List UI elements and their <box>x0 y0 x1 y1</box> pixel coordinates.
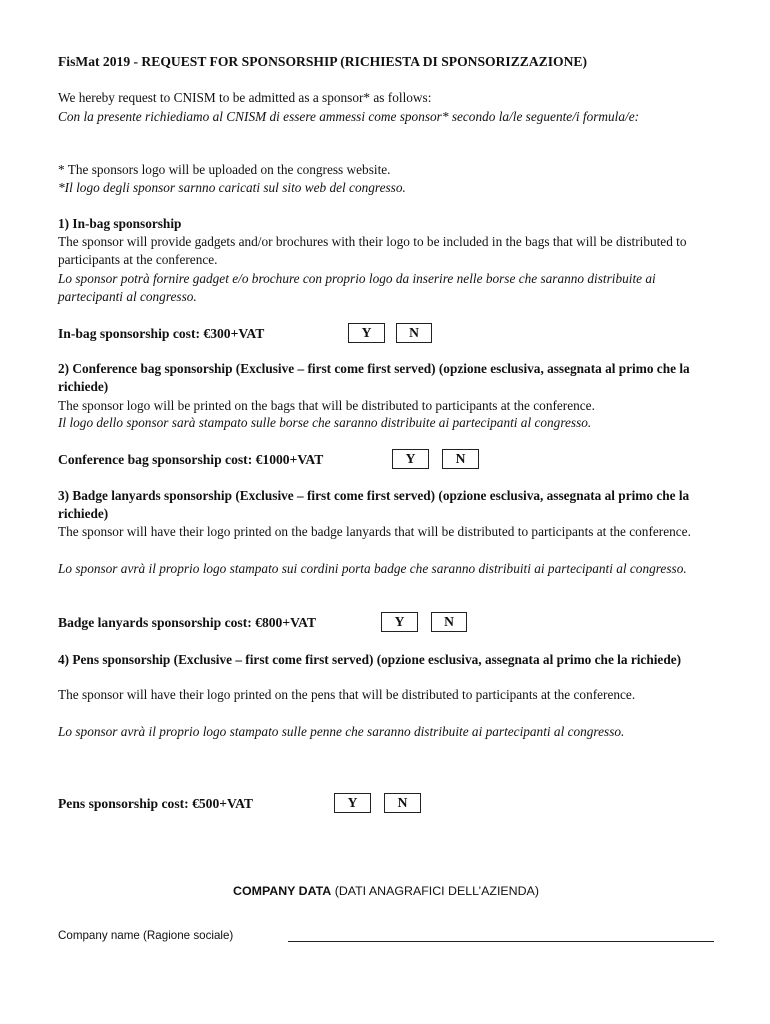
section-1-desc-it: Lo sponsor potrà fornire gadget e/o brochure con proprio logo da inserire nelle borse che saranno distribuite ai partecipanti al congresso. <box>58 271 656 305</box>
section-1-no-box[interactable]: N <box>396 323 432 343</box>
section-2-desc-en: The sponsor logo will be printed on the bags that will be distributed to participants at the conference. <box>58 398 595 413</box>
section-4-desc-it: Lo sponsor avrà il proprio logo stampato sulle penne che saranno distribuite ai partecipanti al congresso. <box>58 724 625 739</box>
section-4-no-box[interactable]: N <box>384 793 421 813</box>
company-data-title-bold: COMPANY DATA <box>233 884 332 898</box>
section-4-heading: 4) Pens sponsorship (Exclusive – first come first served) (opzione esclusiva, assegnata al primo che la richiede) <box>58 652 682 667</box>
section-1-heading: 1) In-bag sponsorship <box>58 216 182 231</box>
section-2-desc-it: Il logo dello sponsor sarà stampato sulle borse che saranno distribuite ai partecipanti al congresso. <box>58 415 592 430</box>
section-3-desc-en: The sponsor will have their logo printed on the badge lanyards that will be distributed to participants at the conference. <box>58 524 691 539</box>
section-3-yes-box[interactable]: Y <box>381 612 418 632</box>
intro-en: We hereby request to CNISM to be admitted as a sponsor* as follows: <box>58 90 432 105</box>
intro-it: Con la presente richiediamo al CNISM di essere ammessi come sponsor* secondo la/le seguente/i formula/e: <box>58 109 640 124</box>
section-2-yes-box[interactable]: Y <box>392 449 429 469</box>
section-1-cost: In-bag sponsorship cost: €300+VAT <box>58 326 265 341</box>
section-3-desc-it: Lo sponsor avrà il proprio logo stampato sui cordini porta badge che saranno distribuiti ai partecipanti al congresso. <box>58 561 687 576</box>
section-4-yes-box[interactable]: Y <box>334 793 371 813</box>
section-4-desc-en: The sponsor will have their logo printed on the pens that will be distributed to participants at the conference. <box>58 687 636 702</box>
section-2-cost: Conference bag sponsorship cost: €1000+VAT <box>58 452 324 467</box>
company-name-field[interactable] <box>288 941 714 942</box>
company-data-heading <box>58 884 714 898</box>
logo-note-it: *Il logo degli sponsor sarnno caricati sul sito web del congresso. <box>58 180 406 195</box>
company-name-label: Company name (Ragione sociale) <box>58 929 234 942</box>
section-3-cost: Badge lanyards sponsorship cost: €800+VAT <box>58 615 317 630</box>
section-2-no-box[interactable]: N <box>442 449 479 469</box>
section-1-desc-en: The sponsor will provide gadgets and/or brochures with their logo to be included in the bags that will be distributed to participants at the conference. <box>58 234 687 268</box>
section-1-yes-box[interactable]: Y <box>348 323 385 343</box>
company-data-title-rest: (DATI ANAGRAFICI DELL’AZIENDA) <box>331 884 539 898</box>
section-4-cost: Pens sponsorship cost: €500+VAT <box>58 796 253 811</box>
logo-note-en: * The sponsors logo will be uploaded on the congress website. <box>58 162 391 177</box>
section-2-heading: 2) Conference bag sponsorship (Exclusive – first come first served) (opzione esclusiva, assegnata al primo che la richiede) <box>58 361 690 395</box>
section-3-heading: 3) Badge lanyards sponsorship (Exclusive – first come first served) (opzione esclusiva, assegnata al primo che la richiede) <box>58 488 690 522</box>
section-3-no-box[interactable]: N <box>431 612 467 632</box>
page-title: FisMat 2019 - REQUEST FOR SPONSORSHIP (RICHIESTA DI SPONSORIZZAZIONE) <box>58 54 587 69</box>
